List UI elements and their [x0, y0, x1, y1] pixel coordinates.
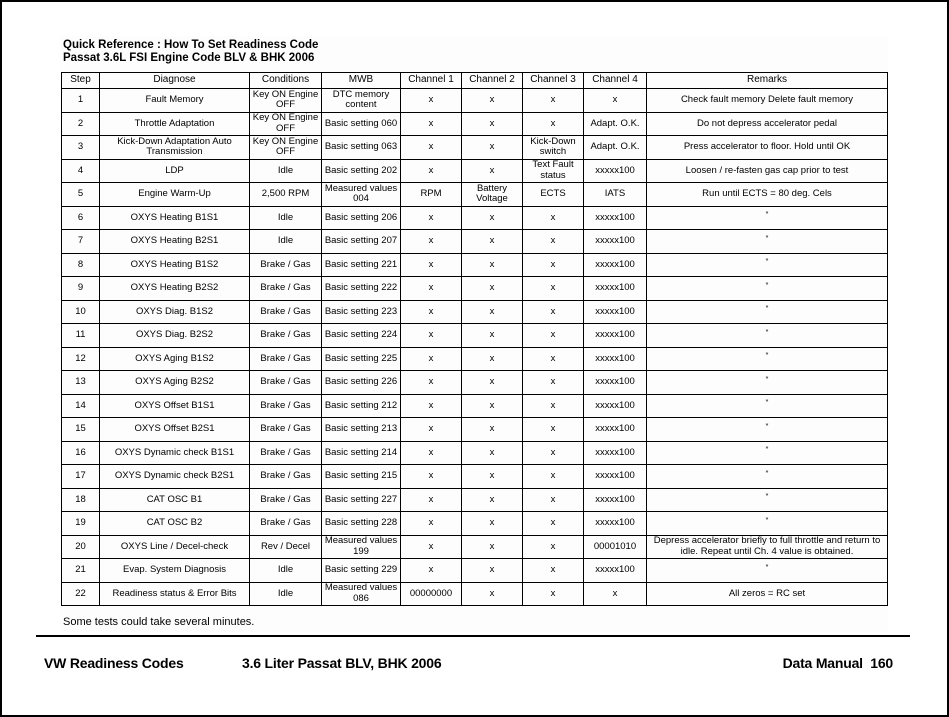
cell-channel-3: Kick-Down switch [523, 136, 584, 160]
table-row [62, 136, 888, 160]
cell-conditions: Idle [250, 206, 322, 230]
cell-channel-3: x [523, 206, 584, 230]
cell-channel-1: x [401, 136, 462, 160]
cell-step: 19 [62, 512, 100, 536]
cell-step: 3 [62, 136, 100, 160]
asterisk-mark: * [765, 281, 769, 289]
cell-remarks [647, 418, 888, 442]
cell-channel-2: x [462, 300, 523, 324]
asterisk-mark: * [765, 516, 769, 524]
cell-channel-3: x [523, 253, 584, 277]
cell-diagnose: OXYS Heating B2S1 [100, 230, 250, 254]
cell-diagnose: OXYS Offset B1S1 [100, 394, 250, 418]
cell-mwb: Basic setting 215 [322, 465, 401, 489]
cell-step: 6 [62, 206, 100, 230]
cell-channel-1: x [401, 488, 462, 512]
cell-diagnose: OXYS Heating B1S2 [100, 253, 250, 277]
cell-mwb: Basic setting 063 [322, 136, 401, 160]
cell-channel-2: Battery Voltage [462, 183, 523, 207]
title-line-2: Passat 3.6L FSI Engine Code BLV & BHK 2006 [63, 52, 315, 64]
cell-diagnose: Fault Memory [100, 89, 250, 113]
cell-channel-3: x [523, 441, 584, 465]
table-row [62, 488, 888, 512]
cell-diagnose: OXYS Aging B2S2 [100, 371, 250, 395]
cell-channel-1: x [401, 206, 462, 230]
cell-channel-4: xxxxx100 [584, 418, 647, 442]
cell-channel-1: x [401, 535, 462, 559]
cell-channel-4: xxxxx100 [584, 371, 647, 395]
cell-step: 10 [62, 300, 100, 324]
cell-channel-3: x [523, 418, 584, 442]
column-header-conditions: Conditions [250, 73, 322, 89]
cell-channel-2: x [462, 253, 523, 277]
cell-channel-1: x [401, 394, 462, 418]
cell-step: 17 [62, 465, 100, 489]
cell-channel-4: xxxxx100 [584, 300, 647, 324]
table-row [62, 512, 888, 536]
cell-remarks [647, 347, 888, 371]
cell-channel-1: x [401, 347, 462, 371]
cell-step: 15 [62, 418, 100, 442]
column-header-channel-2: Channel 2 [462, 73, 523, 89]
cell-channel-2: x [462, 371, 523, 395]
cell-step: 12 [62, 347, 100, 371]
cell-step: 9 [62, 277, 100, 301]
cell-channel-4: xxxxx100 [584, 441, 647, 465]
footer-divider [36, 635, 910, 637]
cell-channel-1: x [401, 253, 462, 277]
table-row [62, 112, 888, 136]
cell-diagnose: OXYS Heating B1S1 [100, 206, 250, 230]
cell-conditions: Brake / Gas [250, 277, 322, 301]
cell-diagnose: CAT OSC B1 [100, 488, 250, 512]
cell-step: 1 [62, 89, 100, 113]
cell-channel-3: x [523, 347, 584, 371]
footer-vehicle: 3.6 Liter Passat BLV, BHK 2006 [242, 655, 442, 671]
cell-step: 13 [62, 371, 100, 395]
cell-channel-4: IATS [584, 183, 647, 207]
table-row [62, 347, 888, 371]
cell-channel-2: x [462, 159, 523, 183]
cell-mwb: Basic setting 225 [322, 347, 401, 371]
cell-conditions: Idle [250, 582, 322, 606]
cell-mwb: Basic setting 221 [322, 253, 401, 277]
cell-channel-4: xxxxx100 [584, 488, 647, 512]
cell-diagnose: Evap. System Diagnosis [100, 559, 250, 583]
readiness-table [61, 72, 888, 606]
cell-channel-3: x [523, 559, 584, 583]
cell-mwb: Basic setting 222 [322, 277, 401, 301]
cell-mwb: DTC memory content [322, 89, 401, 113]
asterisk-mark: * [765, 375, 769, 383]
cell-channel-1: x [401, 559, 462, 583]
cell-diagnose: OXYS Heating B2S2 [100, 277, 250, 301]
cell-conditions: Brake / Gas [250, 441, 322, 465]
asterisk-mark: * [765, 234, 769, 242]
cell-mwb: Basic setting 214 [322, 441, 401, 465]
cell-conditions: Rev / Decel [250, 535, 322, 559]
cell-channel-2: x [462, 206, 523, 230]
table-body [62, 89, 888, 606]
cell-conditions: Brake / Gas [250, 512, 322, 536]
cell-conditions: Brake / Gas [250, 324, 322, 348]
cell-conditions: Idle [250, 559, 322, 583]
cell-channel-1: x [401, 300, 462, 324]
footer-page-number: Data Manual 160 [782, 655, 893, 671]
column-header-mwb: MWB [322, 73, 401, 89]
cell-channel-3: x [523, 488, 584, 512]
column-header-channel-3: Channel 3 [523, 73, 584, 89]
cell-remarks: Depress accelerator briefly to full throttle and return to idle. Repeat until Ch. 4 value is obtained. [647, 535, 888, 559]
cell-channel-4: xxxxx100 [584, 465, 647, 489]
cell-channel-3: x [523, 89, 584, 113]
cell-channel-4: Adapt. O.K. [584, 112, 647, 136]
table-row [62, 371, 888, 395]
table-row [62, 253, 888, 277]
cell-channel-4: xxxxx100 [584, 324, 647, 348]
cell-channel-2: x [462, 136, 523, 160]
cell-diagnose: CAT OSC B2 [100, 512, 250, 536]
cell-remarks: Do not depress accelerator pedal [647, 112, 888, 136]
cell-channel-2: x [462, 230, 523, 254]
cell-channel-2: x [462, 488, 523, 512]
cell-channel-3: x [523, 230, 584, 254]
footnote: Some tests could take several minutes. [63, 616, 255, 628]
asterisk-mark: * [765, 446, 769, 453]
cell-mwb: Basic setting 228 [322, 512, 401, 536]
cell-channel-3: x [523, 394, 584, 418]
cell-remarks [647, 230, 888, 254]
table-row [62, 89, 888, 113]
column-header-remarks: Remarks [647, 73, 888, 89]
asterisk-mark: * [765, 352, 769, 359]
cell-step: 20 [62, 535, 100, 559]
cell-mwb: Basic setting 212 [322, 394, 401, 418]
cell-remarks [647, 253, 888, 277]
cell-remarks [647, 512, 888, 536]
cell-diagnose: OXYS Diag. B2S2 [100, 324, 250, 348]
asterisk-mark: * [765, 493, 769, 500]
cell-channel-1: 00000000 [401, 582, 462, 606]
cell-channel-2: x [462, 465, 523, 489]
cell-channel-3: x [523, 324, 584, 348]
cell-channel-4: x [584, 582, 647, 606]
cell-channel-1: x [401, 418, 462, 442]
table-cutoff [61, 606, 888, 610]
column-header-channel-1: Channel 1 [401, 73, 462, 89]
cell-channel-1: x [401, 277, 462, 301]
asterisk-mark: * [765, 258, 769, 265]
asterisk-mark: * [765, 422, 769, 430]
cell-diagnose: Throttle Adaptation [100, 112, 250, 136]
cell-conditions: Brake / Gas [250, 371, 322, 395]
cell-channel-3: Text Fault status [523, 159, 584, 183]
table-row [62, 300, 888, 324]
table-row [62, 394, 888, 418]
cell-remarks [647, 465, 888, 489]
table-header-row [62, 73, 888, 89]
cell-diagnose: OXYS Dynamic check B1S1 [100, 441, 250, 465]
table-row [62, 441, 888, 465]
cell-remarks [647, 206, 888, 230]
cell-conditions: Key ON Engine OFF [250, 89, 322, 113]
asterisk-mark: * [765, 563, 769, 571]
cell-mwb: Measured values 004 [322, 183, 401, 207]
asterisk-mark: * [765, 399, 769, 406]
cell-step: 14 [62, 394, 100, 418]
cell-channel-4: x [584, 89, 647, 113]
cell-conditions: Idle [250, 230, 322, 254]
cell-channel-3: x [523, 112, 584, 136]
cell-step: 11 [62, 324, 100, 348]
cell-conditions: Brake / Gas [250, 394, 322, 418]
cell-mwb: Basic setting 226 [322, 371, 401, 395]
cell-channel-4: xxxxx100 [584, 559, 647, 583]
cell-remarks [647, 441, 888, 465]
cell-channel-1: x [401, 512, 462, 536]
cell-channel-1: x [401, 441, 462, 465]
cell-channel-2: x [462, 535, 523, 559]
cell-conditions: Brake / Gas [250, 465, 322, 489]
cell-channel-4: xxxxx100 [584, 159, 647, 183]
cell-mwb: Basic setting 213 [322, 418, 401, 442]
cell-mwb: Measured values 199 [322, 535, 401, 559]
cell-conditions: Brake / Gas [250, 488, 322, 512]
column-header-step: Step [62, 73, 100, 89]
title-line-1: Quick Reference : How To Set Readiness Code [63, 39, 319, 51]
table-row [62, 324, 888, 348]
asterisk-mark: * [765, 211, 769, 218]
cell-remarks: Run until ECTS = 80 deg. Cels [647, 183, 888, 207]
cell-channel-4: xxxxx100 [584, 394, 647, 418]
cell-diagnose: OXYS Offset B2S1 [100, 418, 250, 442]
cell-conditions: Idle [250, 159, 322, 183]
cell-channel-1: x [401, 89, 462, 113]
table-row [62, 159, 888, 183]
table-row [62, 559, 888, 583]
cell-channel-1: x [401, 112, 462, 136]
cell-remarks [647, 394, 888, 418]
cell-channel-3: x [523, 535, 584, 559]
cell-remarks: Press accelerator to floor. Hold until OK [647, 136, 888, 160]
cell-conditions: Key ON Engine OFF [250, 112, 322, 136]
cell-channel-4: xxxxx100 [584, 277, 647, 301]
cell-remarks: All zeros = RC set [647, 582, 888, 606]
cell-remarks [647, 324, 888, 348]
footer-section-title: VW Readiness Codes [44, 655, 184, 671]
document-title [63, 39, 318, 65]
cell-channel-4: xxxxx100 [584, 347, 647, 371]
cell-diagnose: OXYS Dynamic check B2S1 [100, 465, 250, 489]
cell-channel-4: xxxxx100 [584, 512, 647, 536]
cell-conditions: Brake / Gas [250, 300, 322, 324]
table-row [62, 465, 888, 489]
cell-mwb: Measured values 086 [322, 582, 401, 606]
cell-channel-4: xxxxx100 [584, 206, 647, 230]
cell-step: 16 [62, 441, 100, 465]
asterisk-mark: * [765, 328, 769, 336]
cell-diagnose: Readiness status & Error Bits [100, 582, 250, 606]
cell-mwb: Basic setting 224 [322, 324, 401, 348]
cell-remarks [647, 559, 888, 583]
cell-channel-1: RPM [401, 183, 462, 207]
cell-channel-2: x [462, 324, 523, 348]
cell-step: 22 [62, 582, 100, 606]
cell-remarks: Loosen / re-fasten gas cap prior to test [647, 159, 888, 183]
table-row [62, 582, 888, 606]
cell-channel-2: x [462, 347, 523, 371]
table-row [62, 535, 888, 559]
cell-remarks [647, 371, 888, 395]
cell-conditions: Brake / Gas [250, 253, 322, 277]
cell-mwb: Basic setting 227 [322, 488, 401, 512]
cell-channel-1: x [401, 465, 462, 489]
cell-channel-4: xxxxx100 [584, 230, 647, 254]
cell-channel-2: x [462, 559, 523, 583]
cell-channel-3: x [523, 277, 584, 301]
cell-diagnose: OXYS Aging B1S2 [100, 347, 250, 371]
cell-mwb: Basic setting 206 [322, 206, 401, 230]
cell-channel-4: Adapt. O.K. [584, 136, 647, 160]
cell-channel-2: x [462, 112, 523, 136]
cell-channel-1: x [401, 230, 462, 254]
cell-step: 4 [62, 159, 100, 183]
cell-diagnose: LDP [100, 159, 250, 183]
cell-step: 21 [62, 559, 100, 583]
cell-mwb: Basic setting 223 [322, 300, 401, 324]
table-row [62, 206, 888, 230]
cell-mwb: Basic setting 207 [322, 230, 401, 254]
cell-step: 18 [62, 488, 100, 512]
cell-channel-4: xxxxx100 [584, 253, 647, 277]
cell-mwb: Basic setting 229 [322, 559, 401, 583]
column-header-diagnose: Diagnose [100, 73, 250, 89]
cell-step: 7 [62, 230, 100, 254]
cell-conditions: Key ON Engine OFF [250, 136, 322, 160]
cell-diagnose: Kick-Down Adaptation Auto Transmission [100, 136, 250, 160]
cell-mwb: Basic setting 060 [322, 112, 401, 136]
cell-remarks: Check fault memory Delete fault memory [647, 89, 888, 113]
cell-channel-3: x [523, 512, 584, 536]
table-row [62, 230, 888, 254]
cell-channel-3: x [523, 371, 584, 395]
asterisk-mark: * [765, 469, 769, 477]
cell-channel-2: x [462, 441, 523, 465]
cell-diagnose: OXYS Line / Decel-check [100, 535, 250, 559]
cell-channel-1: x [401, 324, 462, 348]
cell-step: 2 [62, 112, 100, 136]
cell-conditions: 2,500 RPM [250, 183, 322, 207]
cell-remarks [647, 488, 888, 512]
cell-channel-2: x [462, 582, 523, 606]
cell-step: 8 [62, 253, 100, 277]
table-row [62, 418, 888, 442]
table-row [62, 277, 888, 301]
cell-mwb: Basic setting 202 [322, 159, 401, 183]
cell-channel-2: x [462, 277, 523, 301]
cell-channel-2: x [462, 418, 523, 442]
cell-channel-3: x [523, 300, 584, 324]
cell-diagnose: OXYS Diag. B1S2 [100, 300, 250, 324]
cell-conditions: Brake / Gas [250, 418, 322, 442]
cell-channel-3: x [523, 582, 584, 606]
cell-diagnose: Engine Warm-Up [100, 183, 250, 207]
cell-channel-3: x [523, 465, 584, 489]
table-row [62, 183, 888, 207]
asterisk-mark: * [765, 305, 769, 312]
cell-remarks [647, 277, 888, 301]
cell-channel-2: x [462, 89, 523, 113]
cell-channel-2: x [462, 394, 523, 418]
cell-remarks [647, 300, 888, 324]
cell-step: 5 [62, 183, 100, 207]
cell-channel-3: ECTS [523, 183, 584, 207]
cell-channel-1: x [401, 371, 462, 395]
cell-conditions: Brake / Gas [250, 347, 322, 371]
cell-channel-4: 00001010 [584, 535, 647, 559]
column-header-channel-4: Channel 4 [584, 73, 647, 89]
cell-channel-1: x [401, 159, 462, 183]
cell-channel-2: x [462, 512, 523, 536]
